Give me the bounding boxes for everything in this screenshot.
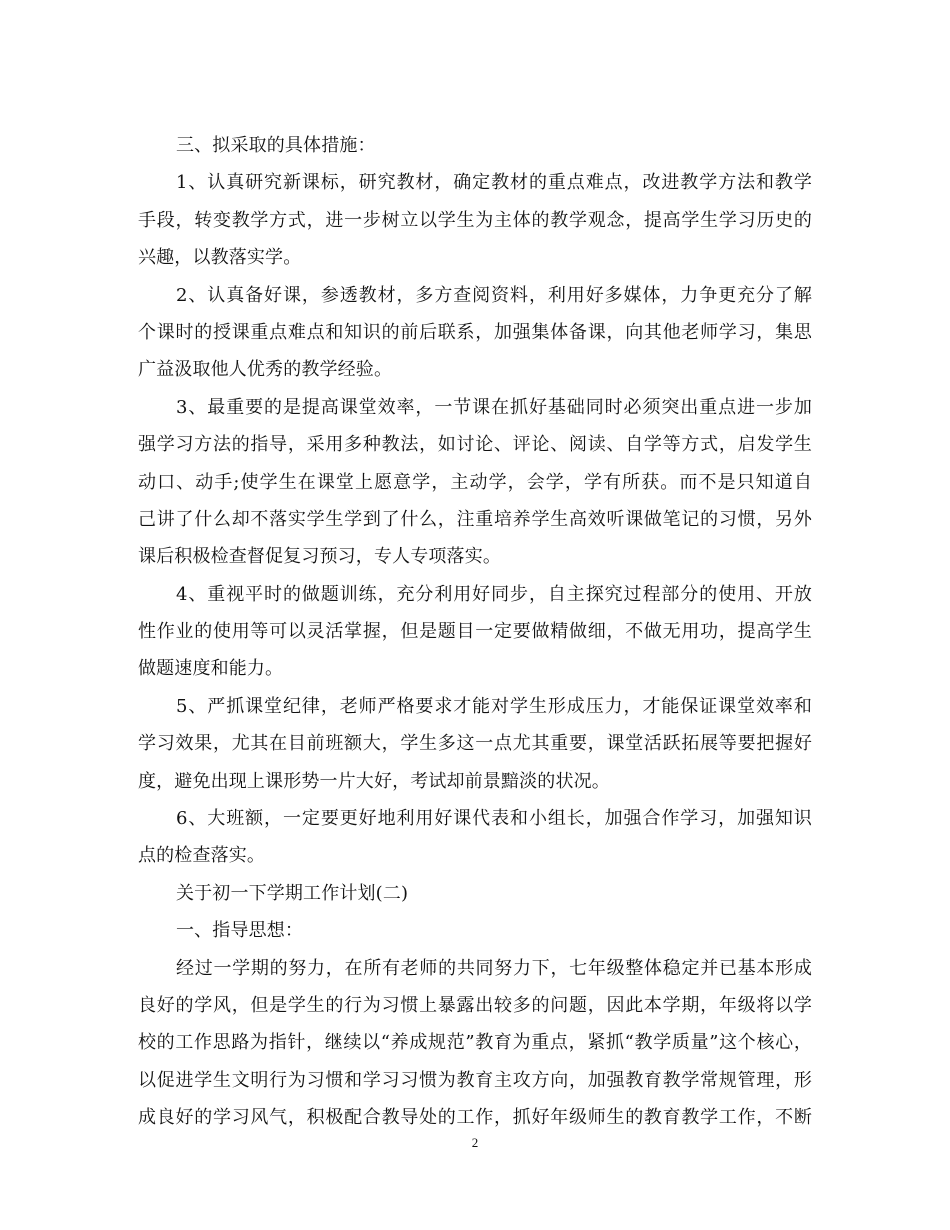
paragraph-line: 4、重视平时的做题训练，充分利用好同步，自主探究过程部分的使用、开放: [176, 583, 812, 605]
paragraph-line: 6、大班额，一定要更好地利用好课代表和小组长，加强合作学习，加强知识: [176, 808, 812, 830]
paragraph-line: 5、严抓课堂纪律，老师严格要求才能对学生形成压力，才能保证课堂效率和: [176, 695, 812, 717]
paragraph-line: 良好的学风，但是学生的行为习惯上暴露出较多的问题，因此本学期，年级将以学: [138, 994, 812, 1016]
paragraph-line: 广益汲取他人优秀的教学经验。: [138, 359, 393, 381]
section-heading-measures: 三、拟采取的具体措施：: [176, 135, 376, 156]
paragraph-line: 课后积极检查督促复习预习，专人专项落实。: [138, 546, 501, 568]
paragraph-line: 兴趣，以教落实学。: [138, 247, 302, 269]
paragraph-line: 成良好的学习风气，积极配合教导处的工作，抓好年级师生的教育教学工作，不断: [138, 1107, 812, 1129]
paragraph-line: 2、认真备好课，参透教材，多方查阅资料，利用好多媒体，力争更充分了解: [176, 284, 812, 306]
paragraph-line: 3、最重要的是提高课堂效率，一节课在抓好基础同时必须突出重点进一步加: [176, 396, 812, 418]
paragraph-line: 性作业的使用等可以灵活掌握，但是题目一定要做精做细，不做无用功，提高学生: [138, 621, 812, 643]
paragraph-line: 学习效果，尤其在目前班额大，学生多这一点尤其重要，课堂活跃拓展等要把握好: [138, 733, 812, 755]
paragraph-line: 校的工作思路为指针，继续以“养成规范”教育为重点，紧抓“教学质量”这个核心，: [138, 1032, 812, 1054]
paragraph-line: 经过一学期的努力，在所有老师的共同努力下，七年级整体稳定并已基本形成: [176, 957, 812, 979]
document-subtitle: 关于初一下学期工作计划(二): [176, 882, 409, 904]
page-number: 2: [471, 1135, 479, 1150]
paragraph-line: 以促进学生文明行为习惯和学习习惯为教育主攻方向，加强教育教学常规管理，形: [138, 1069, 812, 1091]
document-body: [138, 127, 812, 1137]
paragraph-line: 度，避免出现上课形势一片大好，考试却前景黯淡的状况。: [138, 770, 610, 792]
paragraph-line: 手段，转变教学方式，进一步树立以学生为主体的教学观念，提高学生学习历史的: [138, 209, 812, 231]
paragraph-line: 1、认真研究新课标，研究教材，确定教材的重点难点，改进教学方法和教学: [176, 172, 812, 194]
paragraph-line: 己讲了什么却不落实学生学到了什么，注重培养学生高效听课做笔记的习惯，另外: [138, 508, 812, 530]
paragraph-line: 动口、动手;使学生在课堂上愿意学，主动学，会学，学有所获。而不是只知道自: [138, 471, 812, 493]
paragraph-line: 个课时的授课重点难点和知识的前后联系，加强集体备课，向其他老师学习，集思: [138, 321, 812, 343]
paragraph-line: 强学习方法的指导，采用多种教法，如讨论、评论、阅读、自学等方式，启发学生: [138, 434, 812, 456]
paragraph-line: 点的检查落实。: [138, 845, 266, 867]
section-heading-guiding-idea: 一、指导思想：: [176, 920, 304, 942]
paragraph-line: 做题速度和能力。: [138, 658, 284, 680]
